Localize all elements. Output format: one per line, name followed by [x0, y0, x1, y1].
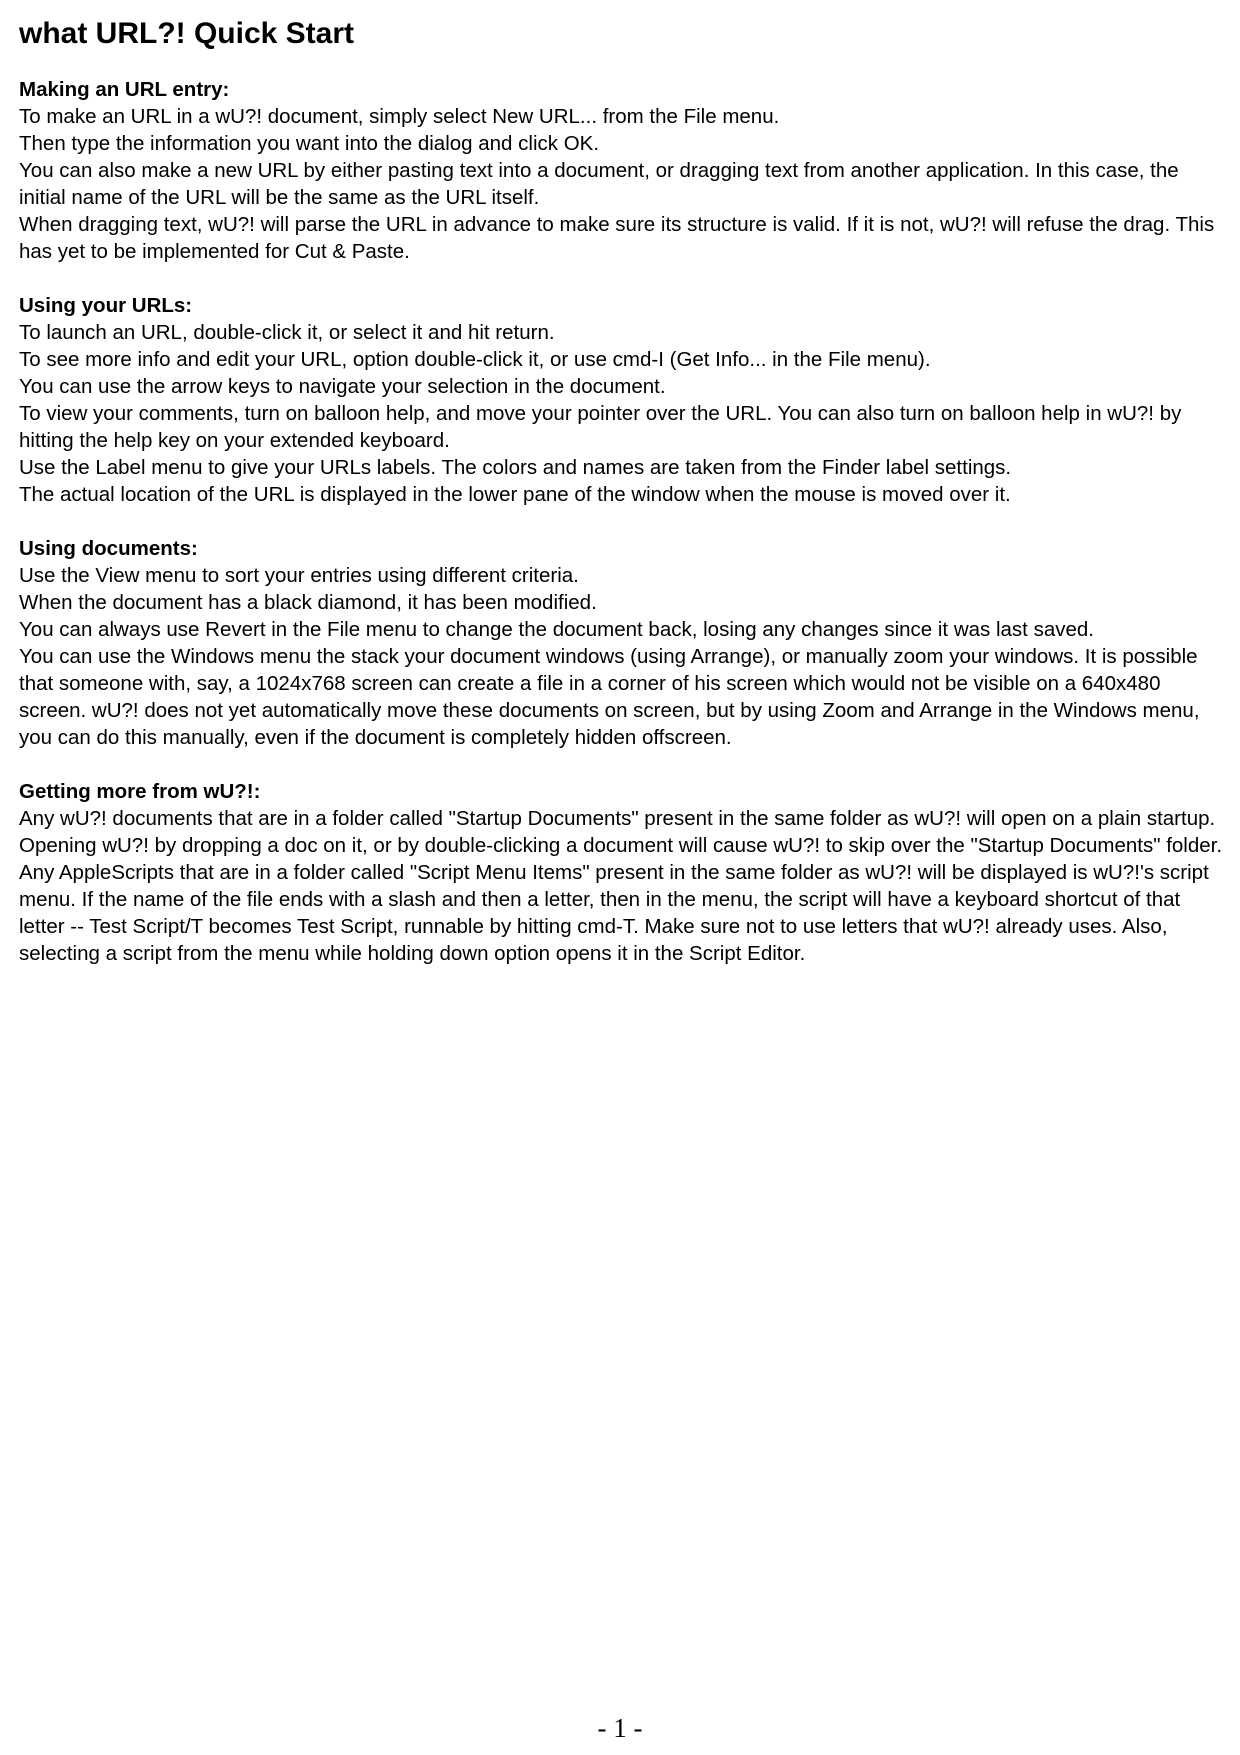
paragraph-line: You can always use Revert in the File menu to change the document back, losing any changes since it was last saved.	[19, 618, 1094, 641]
paragraph-line: To view your comments, turn on balloon help, and move your pointer over the URL. You can also turn on balloon help in wU?! by hitting the help key on your extended keyboard.	[19, 402, 1182, 452]
section-getting-more	[19, 778, 1229, 967]
section-heading: Getting more from wU?!:	[19, 780, 261, 803]
paragraph-line: You can use the arrow keys to navigate your selection in the document.	[19, 375, 666, 398]
section-using-your-urls	[19, 292, 1229, 508]
paragraph-line: Any wU?! documents that are in a folder called "Startup Documents" present in the same folder as wU?! will open on a plain startup. Opening wU?! by dropping a doc on it, or by double-clicking a document will cause wU?! to skip over the "Startup Documents" folder.	[19, 807, 1223, 857]
paragraph-line: Use the View menu to sort your entries using different criteria.	[19, 564, 579, 587]
paragraph-line: The actual location of the URL is displayed in the lower pane of the window when the mouse is moved over it.	[19, 483, 1011, 506]
paragraph-line: Any AppleScripts that are in a folder called "Script Menu Items" present in the same folder as wU?! will be displayed is wU?!'s script menu. If the name of the file ends with a slash and then a letter, then in the menu, the script will have a keyboard shortcut of that letter -- Test Script/T becomes Test Script, runnable by hitting cmd-T. Make sure not to use letters that wU?! already uses. Also, selecting a script from the menu while holding down option opens it in the Script Editor.	[19, 861, 1209, 965]
document-title: what URL?! Quick Start	[19, 17, 355, 50]
paragraph-line: You can use the Windows menu the stack your document windows (using Arrange), or manually zoom your windows. It is possible that someone with, say, a 1024x768 screen can create a file in a corner of his screen which would not be visible on a 640x480 screen. wU?! does not yet automatically move these documents on screen, but by using Zoom and Arrange in the Windows menu, you can do this manually, even if the document is completely hidden offscreen.	[19, 645, 1200, 749]
paragraph-line: Use the Label menu to give your URLs labels. The colors and names are taken from the Finder label settings.	[19, 456, 1012, 479]
section-making-url-entry	[19, 76, 1229, 265]
paragraph-line: To make an URL in a wU?! document, simply select New URL... from the File menu.	[19, 105, 780, 128]
section-heading: Using your URLs:	[19, 294, 193, 317]
section-heading: Using documents:	[19, 537, 198, 560]
section-using-documents	[19, 535, 1229, 751]
document-body	[19, 14, 1229, 994]
page-number: - 1 -	[597, 1713, 643, 1743]
paragraph-line: When dragging text, wU?! will parse the URL in advance to make sure its structure is valid. If it is not, wU?! will refuse the drag. This has yet to be implemented for Cut & Paste.	[19, 213, 1215, 263]
paragraph-line: To see more info and edit your URL, option double-click it, or use cmd-I (Get Info... in the File menu).	[19, 348, 931, 371]
paragraph-line: To launch an URL, double-click it, or select it and hit return.	[19, 321, 555, 344]
section-heading: Making an URL entry:	[19, 78, 230, 101]
paragraph-line: Then type the information you want into the dialog and click OK.	[19, 132, 600, 155]
paragraph-line: You can also make a new URL by either pasting text into a document, or dragging text from another application. In this case, the initial name of the URL will be the same as the URL itself.	[19, 159, 1179, 209]
paragraph-line: When the document has a black diamond, it has been modified.	[19, 591, 597, 614]
